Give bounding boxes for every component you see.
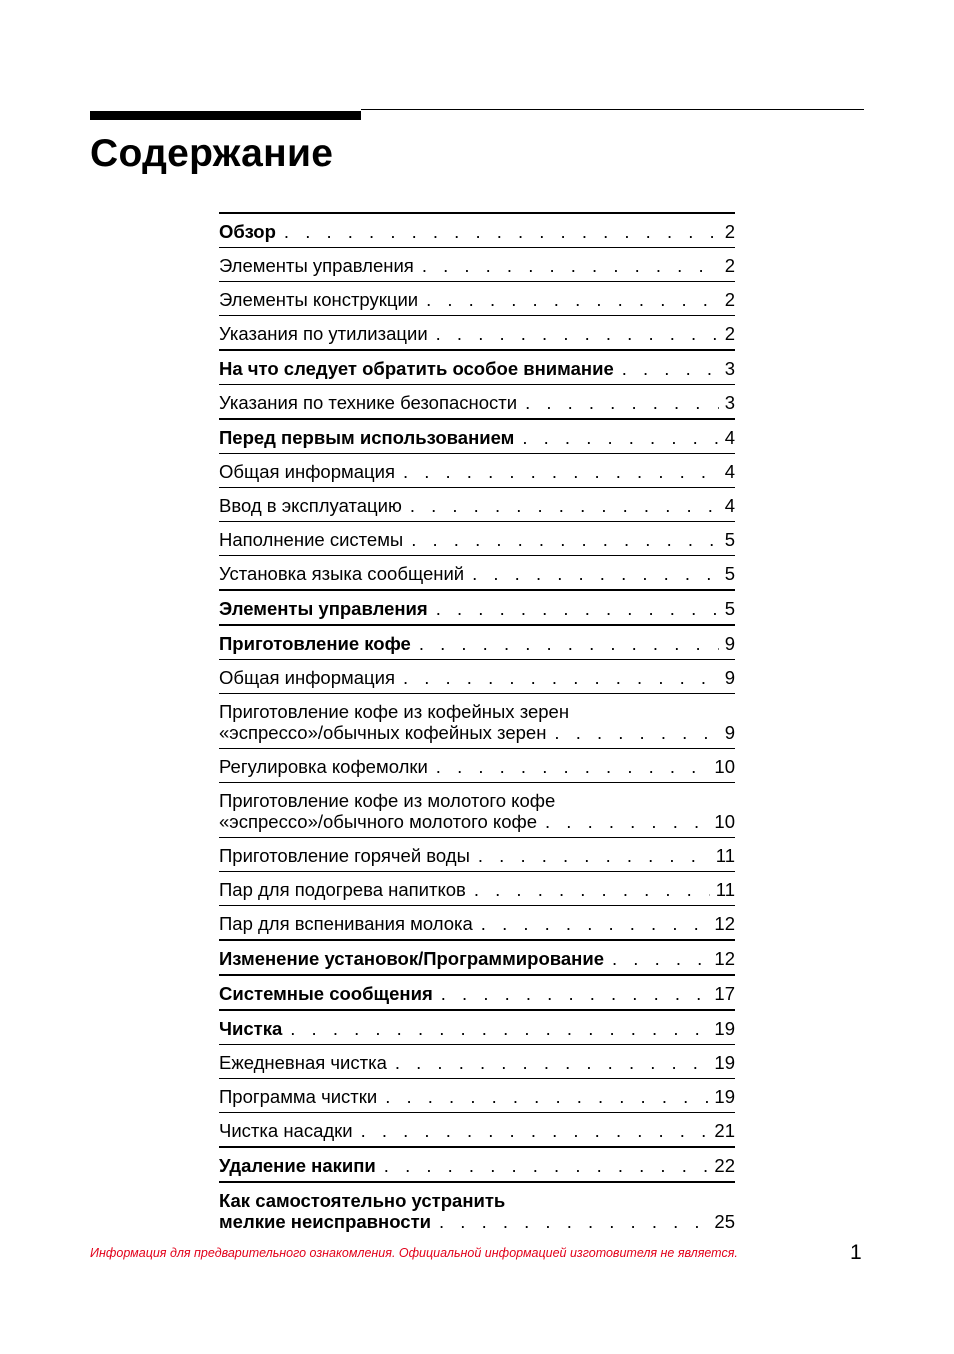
- dot-leader: [554, 722, 718, 743]
- toc-entry-page: 2: [724, 255, 735, 276]
- dot-leader: [422, 255, 719, 276]
- toc-entry-page: 5: [724, 598, 735, 619]
- dot-leader: [436, 598, 719, 619]
- dot-leader: [419, 633, 719, 654]
- dot-leader: [441, 983, 709, 1004]
- toc-entry-page: 10: [714, 811, 735, 832]
- toc-entry-title: Пар для подогрева напитков: [219, 879, 466, 900]
- toc-entry-page: 9: [724, 667, 735, 688]
- toc-entry-page: 2: [724, 289, 735, 310]
- toc-entry-page: 4: [724, 461, 735, 482]
- toc-entry-page: 3: [724, 392, 735, 413]
- toc-entry[interactable]: [219, 871, 735, 905]
- toc-entry-page: 19: [714, 1018, 735, 1039]
- toc-entry-title: Элементы конструкции: [219, 289, 419, 310]
- toc-entry-page: 25: [714, 1211, 735, 1232]
- toc-entry[interactable]: [219, 589, 735, 624]
- toc-entry[interactable]: [219, 487, 735, 521]
- toc-entry-page: 12: [714, 948, 735, 969]
- toc-entry-title: Установка языка сообщений: [219, 563, 465, 584]
- toc-entry-page: 9: [724, 633, 735, 654]
- dot-leader: [439, 1211, 708, 1232]
- toc-entry[interactable]: [219, 418, 735, 453]
- dot-leader: [622, 358, 719, 379]
- toc-entry-page: 22: [714, 1155, 735, 1176]
- toc-entry[interactable]: [219, 1181, 735, 1237]
- toc-entry[interactable]: [219, 837, 735, 871]
- toc-entry[interactable]: [219, 782, 735, 837]
- toc-entry[interactable]: [219, 212, 735, 247]
- dot-leader: [403, 667, 719, 688]
- toc-entry[interactable]: [219, 1112, 735, 1146]
- toc-entry-title: Указания по утилизации: [219, 323, 428, 344]
- dot-leader: [474, 879, 710, 900]
- toc-entry-title: Элементы управления: [219, 255, 414, 276]
- page-number: 1: [850, 1241, 862, 1264]
- header-rule-thin: [361, 109, 864, 110]
- toc-entry[interactable]: [219, 349, 735, 384]
- toc-entry-page: 5: [724, 563, 735, 584]
- toc-entry-page: 11: [715, 879, 735, 900]
- toc-entry-title: Изменение установок/Программирование: [219, 948, 605, 969]
- toc-entry-page: 10: [714, 756, 735, 777]
- toc-entry-title: Ежедневная чистка: [219, 1052, 387, 1073]
- dot-leader: [612, 948, 708, 969]
- toc-entry-title: Приготовление горячей воды: [219, 845, 470, 866]
- toc-entry[interactable]: [219, 939, 735, 974]
- dot-leader: [481, 913, 709, 934]
- toc-entry-title: Общая информация: [219, 667, 395, 688]
- dot-leader: [385, 1086, 708, 1107]
- toc-entry[interactable]: [219, 1009, 735, 1044]
- toc-entry-page: 5: [724, 529, 735, 550]
- toc-entry-title: «эспрессо»/обычных кофейных зерен: [219, 722, 547, 743]
- toc-entry[interactable]: [219, 693, 735, 748]
- toc-entry-title-line: Как самостоятельно устранить: [219, 1190, 506, 1211]
- toc-entry[interactable]: [219, 281, 735, 315]
- toc-entry-title: Чистка: [219, 1018, 283, 1039]
- toc-entry-title: Пар для вспенивания молока: [219, 913, 473, 934]
- dot-leader: [410, 495, 719, 516]
- toc-entry-title: Обзор: [219, 221, 276, 242]
- dot-leader: [545, 811, 708, 832]
- toc-entry-title: Программа чистки: [219, 1086, 378, 1107]
- toc-entry-page: 12: [714, 913, 735, 934]
- toc-entry[interactable]: [219, 1146, 735, 1181]
- dot-leader: [384, 1155, 709, 1176]
- toc-entry-title-line: Приготовление кофе из кофейных зерен: [219, 701, 570, 722]
- toc-entry[interactable]: [219, 384, 735, 418]
- dot-leader: [403, 461, 719, 482]
- toc-entry-page: 3: [724, 358, 735, 379]
- dot-leader: [436, 323, 719, 344]
- toc-entry-page: 4: [724, 495, 735, 516]
- toc-entry[interactable]: [219, 315, 735, 349]
- toc-entry[interactable]: [219, 624, 735, 659]
- header-rule-thick: [90, 111, 361, 120]
- toc-entry-page: 19: [714, 1052, 735, 1073]
- toc-entry[interactable]: [219, 659, 735, 693]
- dot-leader: [522, 427, 718, 448]
- toc-entry-title: Чистка насадки: [219, 1120, 353, 1141]
- toc-entry-title: Перед первым использованием: [219, 427, 515, 448]
- page-title: Содержание: [90, 132, 334, 175]
- dot-leader: [290, 1018, 708, 1039]
- toc-entry-page: 21: [714, 1120, 735, 1141]
- toc-entry-page: 11: [715, 845, 735, 866]
- toc-entry-page: 2: [724, 221, 735, 242]
- dot-leader: [472, 563, 719, 584]
- toc-entry-page: 19: [714, 1086, 735, 1107]
- toc-entry-title: Удаление накипи: [219, 1155, 376, 1176]
- toc-entry-page: 2: [724, 323, 735, 344]
- dot-leader: [426, 289, 719, 310]
- toc-entry-title: На что следует обратить особое внимание: [219, 358, 614, 379]
- dot-leader: [525, 392, 719, 413]
- toc-entry[interactable]: [219, 521, 735, 555]
- toc-entry-page: 4: [724, 427, 735, 448]
- toc-entry-title: мелкие неисправности: [219, 1211, 432, 1232]
- toc-entry[interactable]: [219, 247, 735, 281]
- toc-entry[interactable]: [219, 453, 735, 487]
- toc-entry-title-line: Приготовление кофе из молотого кофе: [219, 790, 556, 811]
- footer-note: Информация для предварительного ознакомления. Официальной информацией изготовителя не является.: [90, 1246, 738, 1260]
- dot-leader: [361, 1120, 709, 1141]
- dot-leader: [284, 221, 719, 242]
- toc-entry-title: Указания по технике безопасности: [219, 392, 518, 413]
- toc-entry-title: Элементы управления: [219, 598, 428, 619]
- toc-entry[interactable]: [219, 748, 735, 782]
- toc-entry-title: Системные сообщения: [219, 983, 433, 1004]
- toc-entry[interactable]: [219, 1078, 735, 1112]
- dot-leader: [436, 756, 709, 777]
- toc-entry-page: 17: [714, 983, 735, 1004]
- toc-entry-title: Ввод в эксплуатацию: [219, 495, 402, 516]
- toc-entry[interactable]: [219, 1044, 735, 1078]
- toc-entry-title: «эспрессо»/обычного молотого кофе: [219, 811, 538, 832]
- toc-entry-title: Наполнение системы: [219, 529, 404, 550]
- toc-entry-page: 9: [724, 722, 735, 743]
- toc-entry-title: Регулировка кофемолки: [219, 756, 428, 777]
- toc-entry[interactable]: [219, 974, 735, 1009]
- dot-leader: [395, 1052, 709, 1073]
- dot-leader: [478, 845, 710, 866]
- toc-entry-title: Приготовление кофе: [219, 633, 411, 654]
- toc-entry[interactable]: [219, 905, 735, 939]
- table-of-contents: [219, 212, 735, 1237]
- dot-leader: [411, 529, 718, 550]
- toc-entry-title: Общая информация: [219, 461, 395, 482]
- toc-entry[interactable]: [219, 555, 735, 589]
